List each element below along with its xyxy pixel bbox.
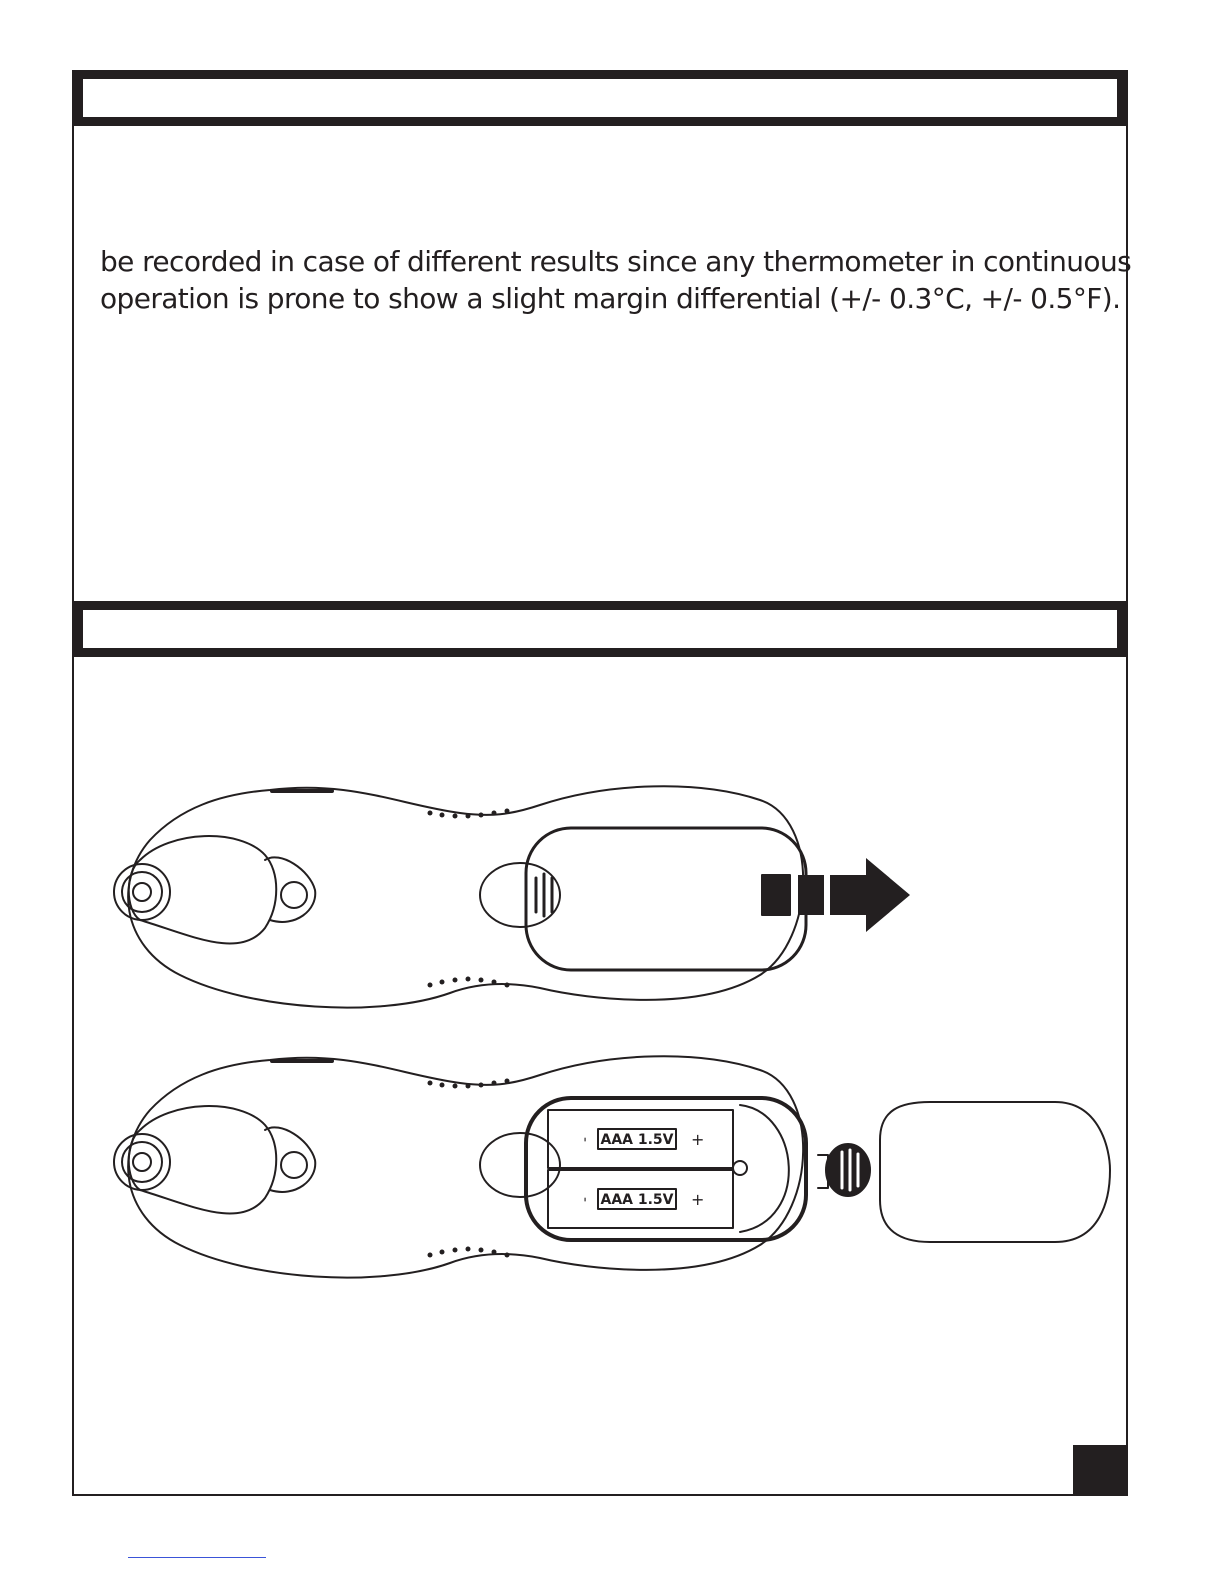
battery-upper-label: AAA 1.5V <box>600 1132 674 1148</box>
contact-screw <box>733 1161 747 1175</box>
battery-replacement-illustration <box>100 760 1120 1300</box>
probe-tip-sensor <box>133 883 151 901</box>
thermometer-body-outline-2 <box>128 1056 803 1277</box>
body-line-2: operation is prone to show a slight margin differential (+/- 0.3°C, +/- 0.5°F). <box>100 282 1121 315</box>
battery-upper-plus: + <box>691 1130 705 1149</box>
removed-battery-cover <box>818 1102 1110 1242</box>
cover-grip <box>826 1144 870 1196</box>
cover-grip-ridges <box>536 874 552 916</box>
body-line-1: be recorded in case of different results since any thermometer in continuous <box>100 245 1132 278</box>
battery-lower-plus: + <box>691 1190 705 1209</box>
cover-outline <box>880 1102 1110 1242</box>
thermometer-open-cover <box>114 1056 806 1277</box>
battery-lower-label: AAA 1.5V <box>600 1192 674 1208</box>
thermometer-body-outline <box>128 786 803 1007</box>
release-button-2 <box>281 1152 307 1178</box>
slide-direction-arrow <box>798 858 910 932</box>
section-header-bar-2 <box>72 601 1128 657</box>
section-header-blank <box>83 79 1117 117</box>
thumb-notch <box>480 863 560 927</box>
probe-tip-sensor-2 <box>133 1153 151 1171</box>
release-button <box>281 882 307 908</box>
footer-link-rule <box>128 1557 266 1558</box>
vent-dots-bottom-2 <box>428 1247 510 1258</box>
cover-latch <box>762 875 790 915</box>
battery-lower-minus: - <box>577 1197 593 1203</box>
page-number-tab <box>1073 1445 1128 1496</box>
section-header-blank-2 <box>83 610 1117 648</box>
section-header-bar <box>72 70 1128 126</box>
body-paragraph <box>100 243 1132 317</box>
vent-dots-bottom <box>428 977 510 988</box>
battery-upper-minus: - <box>577 1137 593 1143</box>
thermometer-closed-cover <box>114 786 910 1007</box>
